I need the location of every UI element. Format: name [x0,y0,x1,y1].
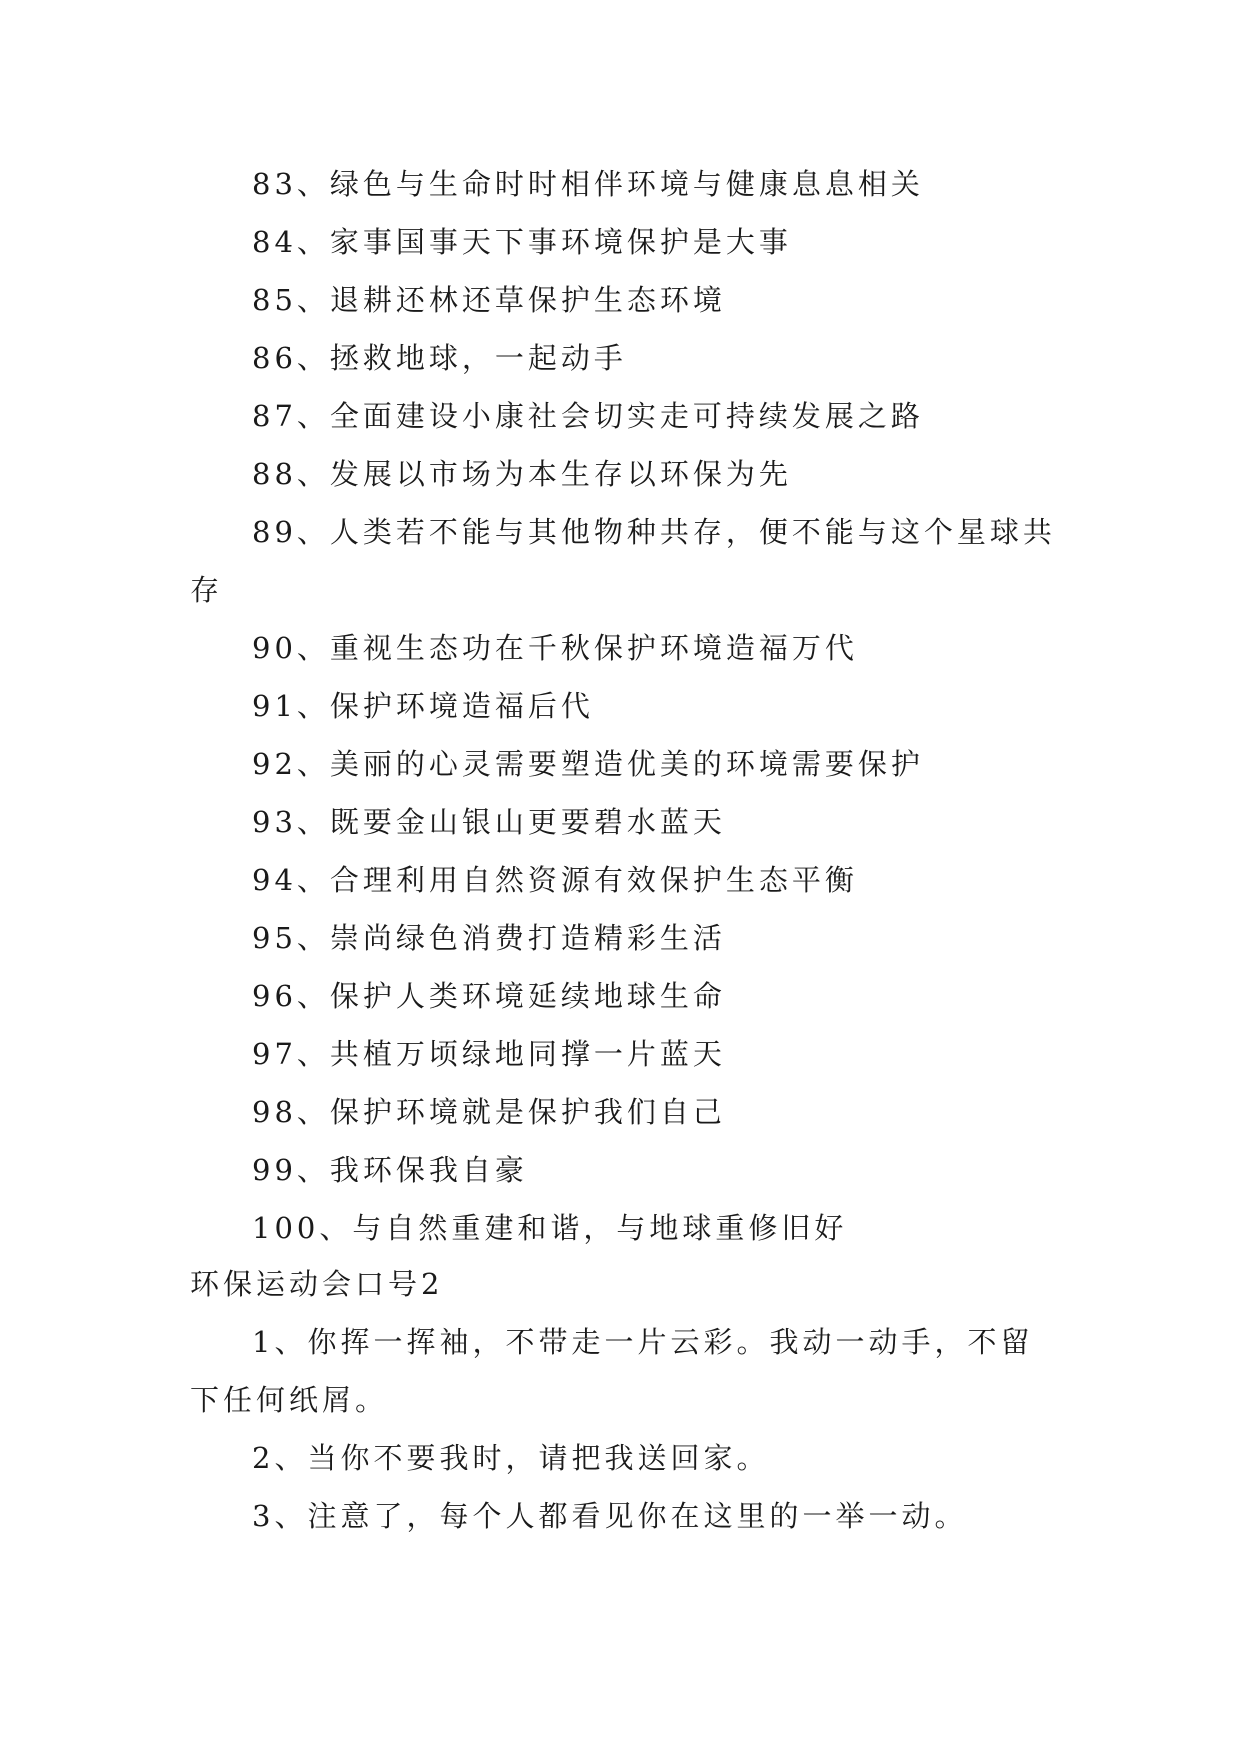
list-item: 96、保护人类环境延续地球生命 [252,979,726,1013]
list-item: 83、绿色与生命时时相伴环境与健康息息相关 [252,167,924,201]
list-item: 3、注意了，每个人都看见你在这里的一举一动。 [252,1499,968,1533]
list-item-continuation: 存 [190,573,224,607]
list-item: 2、当你不要我时，请把我送回家。 [252,1441,770,1475]
list-item: 97、共植万顷绿地同撑一片蓝天 [252,1037,726,1071]
list-item: 95、崇尚绿色消费打造精彩生活 [252,921,726,955]
list-item: 94、合理利用自然资源有效保护生态平衡 [252,863,858,897]
list-item: 85、退耕还林还草保护生态环境 [252,283,726,317]
list-item: 100、与自然重建和谐，与地球重修旧好 [252,1211,848,1245]
list-item: 91、保护环境造福后代 [252,689,594,723]
list-item: 99、我环保我自豪 [252,1153,528,1187]
list-item: 84、家事国事天下事环境保护是大事 [252,225,792,259]
list-item: 88、发展以市场为本生存以环保为先 [252,457,792,491]
list-item: 92、美丽的心灵需要塑造优美的环境需要保护 [252,747,924,781]
list-item: 93、既要金山银山更要碧水蓝天 [252,805,726,839]
list-item-line1: 89、人类若不能与其他物种共存，便不能与这个星球共 [252,515,1056,549]
list-item-continuation: 下任何纸屑。 [190,1383,389,1417]
list-item: 90、重视生态功在千秋保护环境造福万代 [252,631,858,665]
list-item-line1: 1、你挥一挥袖，不带走一片云彩。我动一动手，不留 [252,1325,1034,1359]
section-heading: 环保运动会口号2 [190,1267,444,1301]
list-item: 87、全面建设小康社会切实走可持续发展之路 [252,399,924,433]
list-item: 98、保护环境就是保护我们自己 [252,1095,726,1129]
list-item: 86、拯救地球，一起动手 [252,341,627,375]
